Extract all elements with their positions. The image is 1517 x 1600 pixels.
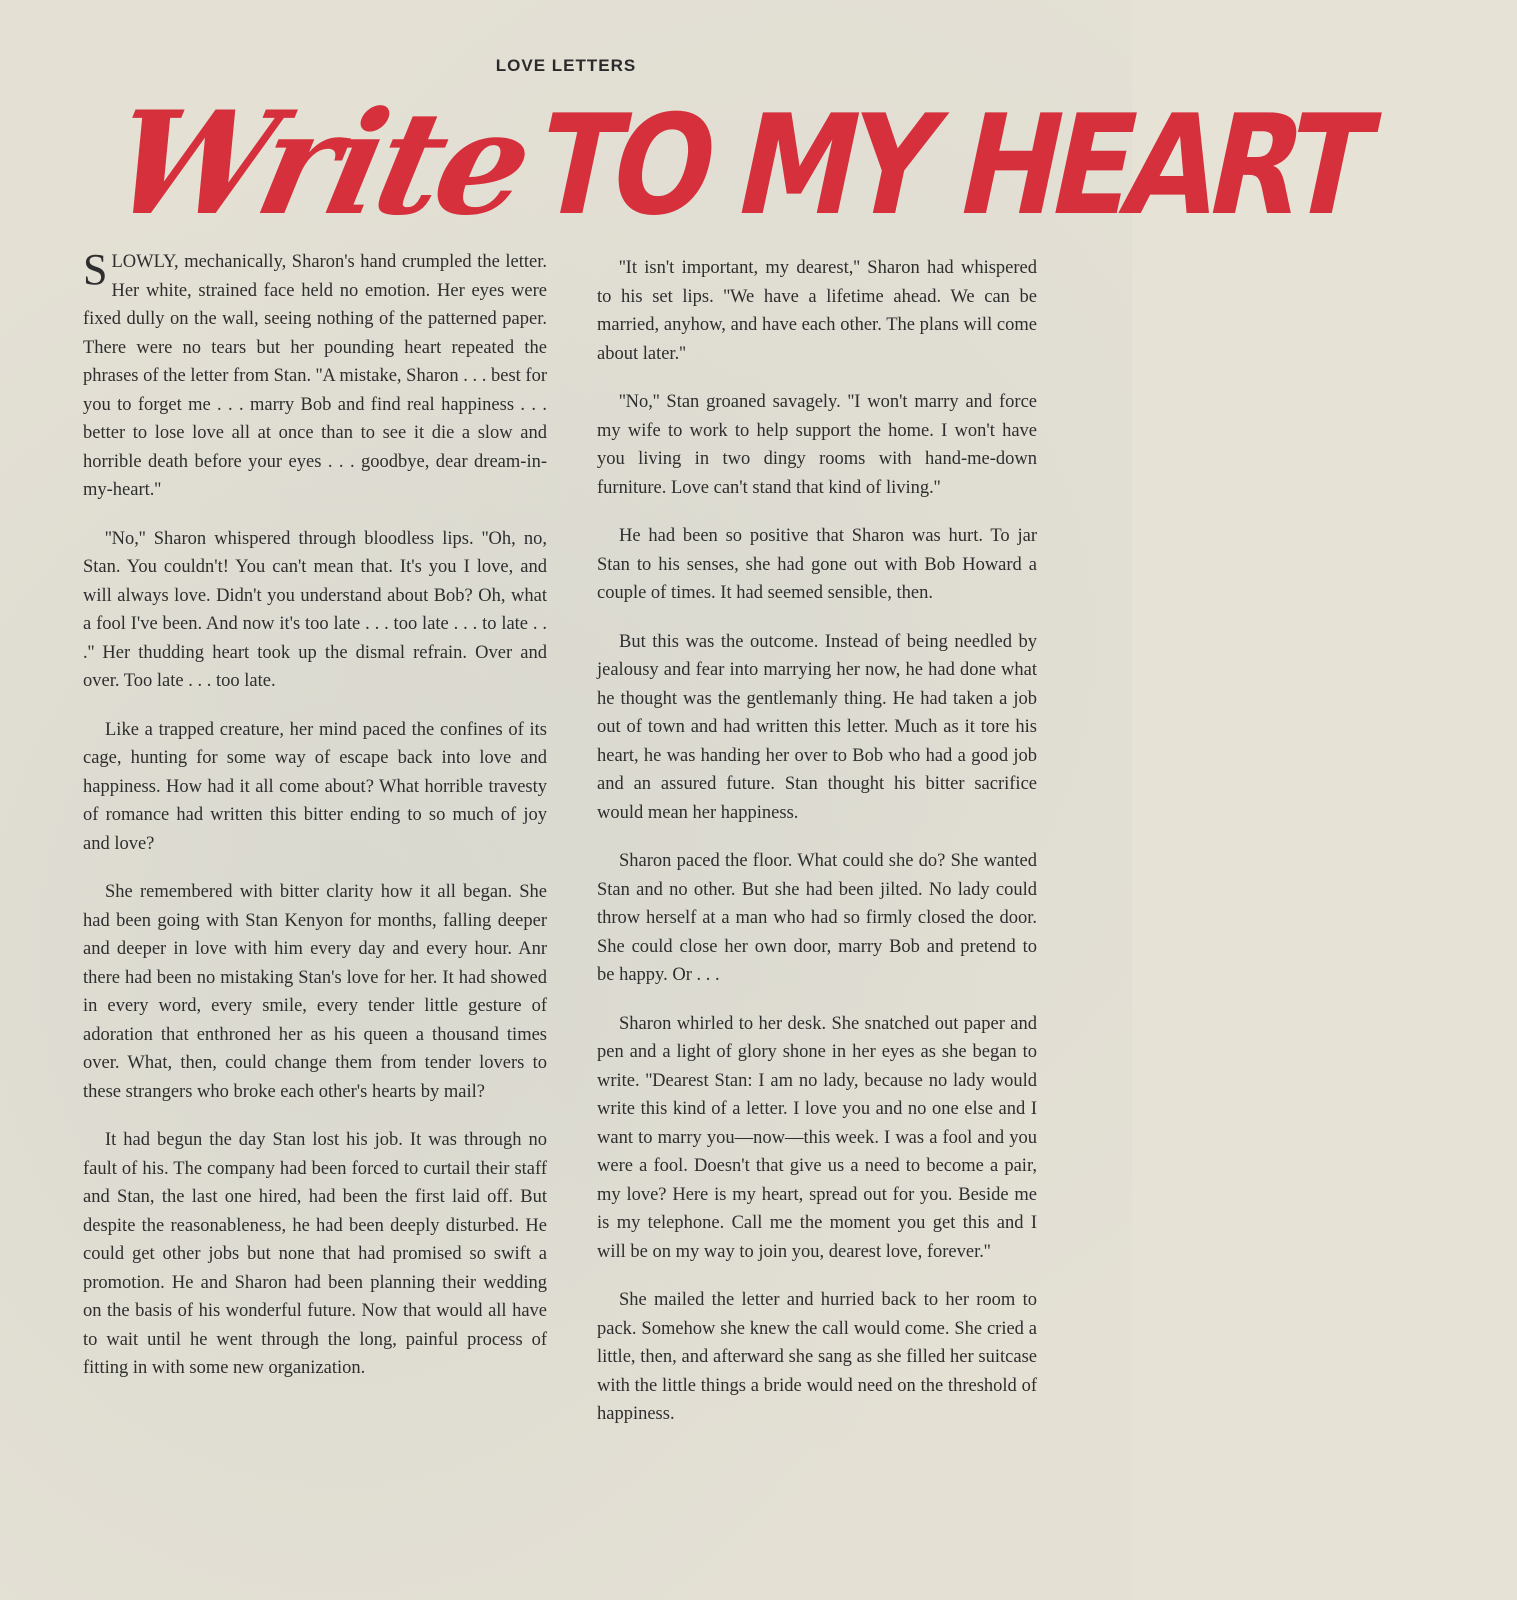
paragraph: She mailed the letter and hurried back to her room to pack. Somehow she knew the call would come. She cried a little, then, and afterward she sang as she filled her suitcase with the little things a bride would need on the threshold of happiness. bbox=[597, 1290, 1037, 1424]
paragraph: ''No,'' Sharon whispered through bloodless lips. ''Oh, no, Stan. You couldn't! You can't mean that. It's you I love, and will always love. Didn't you understand about Bob? Oh, what a fool I've been. And now it's too late . . . too late . . . to late . . .'' Her thudding heart took up the dismal refrain. Over and over. Too late . . . too late. bbox=[83, 528, 547, 691]
paragraph: ''No,'' Stan groaned savagely. ''I won't marry and force my wife to work to help support the home. I won't have you living in two dingy rooms with hand-me-down furniture. Love can't stand that kind of living.'' bbox=[597, 392, 1037, 498]
paragraph: It had begun the day Stan lost his job. It was through no fault of his. The company had been forced to curtail their staff and Stan, the last one hired, had been the first laid off. But despite the reasonableness, he had been deeply disturbed. He could get other jobs but none that had promised so swift a promotion. He and Sharon had been planning their wedding on the basis of his wonderful future. Now that would all have to wait until he went through the long, painful process of fitting in with some new organization. bbox=[83, 1130, 547, 1378]
paragraph: ''It isn't important, my dearest,'' Sharon had whispered to his set lips. ''We have a lifetime ahead. We can be married, anyhow, and have each other. The plans will come about later.'' bbox=[597, 258, 1037, 364]
series-name: LOVE LETTERS bbox=[495, 56, 637, 75]
right-column bbox=[597, 254, 1037, 1449]
paragraph bbox=[83, 245, 547, 505]
paragraph: But this was the outcome. Instead of being needled by jealousy and fear into marrying her now, he had done what he thought was the gentlemanly thing. He had taken a job out of town and had written this letter. Much as it tore his heart, he was handing her over to Bob who had a good job and an assured future. Stan thought his bitter sacrifice would mean her happiness. bbox=[597, 631, 1037, 823]
story-title bbox=[96, 74, 1381, 254]
paragraph: Like a trapped creature, her mind paced the confines of its cage, hunting for some way of escape back into love and happiness. How had it all come about? What horrible travesty of romance had written this bitter ending to so much of joy and love? bbox=[83, 719, 547, 854]
left-column bbox=[83, 245, 547, 1403]
title-script-word: Write bbox=[97, 81, 541, 247]
paragraph: He had been so positive that Sharon was hurt. To jar Stan to his senses, she had gone out with Bob Howard a couple of times. It had seemed sensible, then. bbox=[597, 526, 1037, 603]
drop-cap: S bbox=[83, 245, 108, 294]
paragraph: Sharon paced the floor. What could she do? She wanted Stan and no other. But she had been jilted. No lady could throw herself at a man who had so firmly closed the door. She could close her own door, marry Bob and pretend to be happy. Or . . . bbox=[597, 851, 1037, 985]
title-block-words: TO MY HEART bbox=[523, 85, 1381, 246]
paragraph-text: LOWLY, mechanically, Sharon's hand crumpled the letter. Her white, strained face held no emotion. Her eyes were fixed dully on the wall, seeing nothing of the patterned paper. There were no tears but her pounding heart repeated the phrases of the letter from Stan. ''A mistake, Sharon . . . best for you to forget me . . . marry Bob and find real happiness . . . better to lose love all at once than to see it die a slow and horrible death before your eyes . . . goodbye, dear dream-in-my-heart.'' bbox=[83, 252, 547, 500]
paragraph: She remembered with bitter clarity how it all began. She had been going with Stan Kenyon for months, falling deeper and deeper in love with him every day and every hour. Anr there had been no mistaking Stan's love for her. It had showed in every word, every smile, every tender little gesture of adoration that enthroned her as his queen a thousand times over. What, then, could change them from tender lovers to these strangers who broke each other's hearts by mail? bbox=[83, 882, 547, 1102]
paragraph: Sharon whirled to her desk. She snatched out paper and pen and a light of glory shone in her eyes as she began to write. ''Dearest Stan: I am no lady, because no lady would write this kind of a letter. I love you and no one else and I want to marry you—now—this week. I was a fool and you were a fool. Doesn't that give us a need to become a pair, my love? Here is my heart, spread out for you. Beside me is my telephone. Call me the moment you get this and I will be on my way to join you, dearest love, forever.'' bbox=[597, 1013, 1037, 1262]
